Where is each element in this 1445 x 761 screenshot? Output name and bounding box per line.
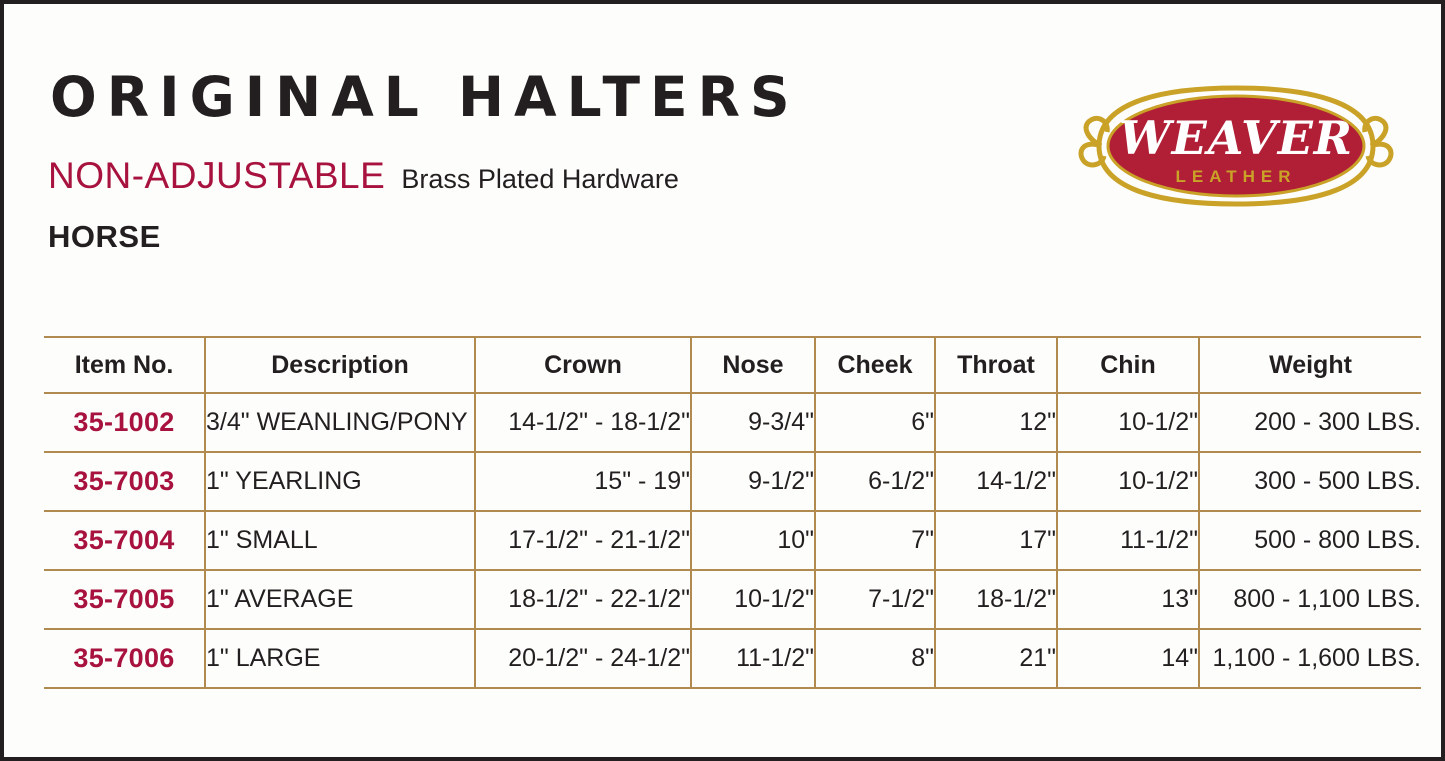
table-row	[44, 629, 1421, 688]
cell-item-no: 35-7004	[44, 511, 205, 570]
cell-nose: 10-1/2"	[691, 570, 815, 629]
cell-chin: 10-1/2"	[1057, 452, 1199, 511]
cell-item-no: 35-7003	[44, 452, 205, 511]
cell-crown: 20-1/2" - 24-1/2"	[475, 629, 691, 688]
section-label-horse: HORSE	[48, 219, 161, 254]
column-header-description: Description	[205, 337, 475, 393]
cell-description: 1" YEARLING	[205, 452, 475, 511]
table-header-row	[44, 337, 1421, 393]
header	[44, 65, 1401, 320]
page-title: ORIGINAL HALTERS	[50, 65, 800, 129]
cell-crown: 14-1/2" - 18-1/2"	[475, 393, 691, 452]
cell-crown: 15" - 19"	[475, 452, 691, 511]
cell-cheek: 6"	[815, 393, 935, 452]
cell-weight: 800 - 1,100 LBS.	[1199, 570, 1421, 629]
cell-throat: 21"	[935, 629, 1057, 688]
table-row	[44, 452, 1421, 511]
table-row	[44, 511, 1421, 570]
cell-crown: 18-1/2" - 22-1/2"	[475, 570, 691, 629]
cell-nose: 11-1/2"	[691, 629, 815, 688]
column-header-throat: Throat	[935, 337, 1057, 393]
cell-chin: 13"	[1057, 570, 1199, 629]
column-header-chin: Chin	[1057, 337, 1199, 393]
subtitle-adjustability: NON-ADJUSTABLE	[48, 155, 386, 196]
column-header-item-no: Item No.	[44, 337, 205, 393]
cell-chin: 10-1/2"	[1057, 393, 1199, 452]
specs-table-wrapper	[44, 336, 1421, 689]
table-row	[44, 570, 1421, 629]
cell-item-no: 35-7005	[44, 570, 205, 629]
svg-text:WEAVER: WEAVER	[1118, 111, 1354, 165]
page-content	[44, 28, 1421, 689]
cell-cheek: 7-1/2"	[815, 570, 935, 629]
column-header-weight: Weight	[1199, 337, 1421, 393]
cell-description: 1" AVERAGE	[205, 570, 475, 629]
cell-chin: 11-1/2"	[1057, 511, 1199, 570]
cell-weight: 500 - 800 LBS.	[1199, 511, 1421, 570]
table-body	[44, 393, 1421, 688]
table-row	[44, 393, 1421, 452]
cell-item-no: 35-1002	[44, 393, 205, 452]
subtitle-hardware: Brass Plated Hardware	[401, 164, 679, 194]
cell-throat: 18-1/2"	[935, 570, 1057, 629]
cell-description: 1" SMALL	[205, 511, 475, 570]
weaver-leather-logo	[1071, 76, 1401, 216]
logo-graphic	[1071, 76, 1401, 216]
cell-weight: 300 - 500 LBS.	[1199, 452, 1421, 511]
cell-cheek: 7"	[815, 511, 935, 570]
cell-nose: 9-1/2"	[691, 452, 815, 511]
cell-nose: 9-3/4"	[691, 393, 815, 452]
table-header	[44, 337, 1421, 393]
cell-cheek: 6-1/2"	[815, 452, 935, 511]
cell-throat: 14-1/2"	[935, 452, 1057, 511]
cell-weight: 1,100 - 1,600 LBS.	[1199, 629, 1421, 688]
cell-weight: 200 - 300 LBS.	[1199, 393, 1421, 452]
cell-description: 3/4" WEANLING/PONY	[205, 393, 475, 452]
svg-text:LEATHER: LEATHER	[1175, 167, 1297, 186]
cell-description: 1" LARGE	[205, 629, 475, 688]
cell-cheek: 8"	[815, 629, 935, 688]
cell-throat: 12"	[935, 393, 1057, 452]
column-header-nose: Nose	[691, 337, 815, 393]
cell-crown: 17-1/2" - 21-1/2"	[475, 511, 691, 570]
column-header-cheek: Cheek	[815, 337, 935, 393]
halter-specs-table	[44, 336, 1421, 689]
cell-nose: 10"	[691, 511, 815, 570]
cell-item-no: 35-7006	[44, 629, 205, 688]
column-header-crown: Crown	[475, 337, 691, 393]
cell-throat: 17"	[935, 511, 1057, 570]
cell-chin: 14"	[1057, 629, 1199, 688]
